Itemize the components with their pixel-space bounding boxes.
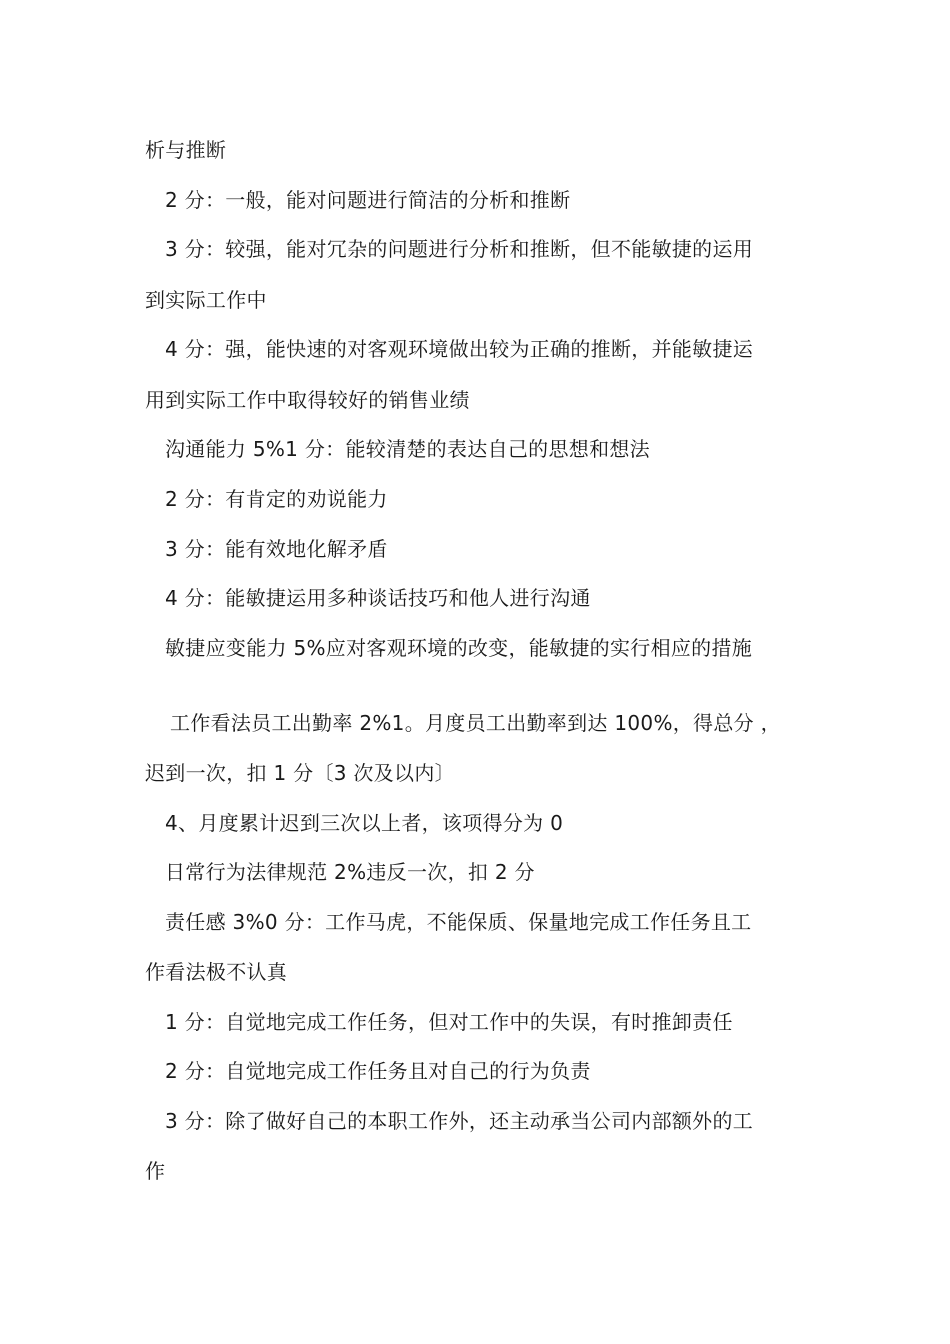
- text-line: 用到实际工作中取得较好的销售业绩: [145, 388, 470, 412]
- text-line: 3 分：除了做好自己的本职工作外，还主动承当公司内部额外的工: [165, 1109, 754, 1133]
- text-line: 日常行为法律规范 2%违反一次，扣 2 分: [165, 860, 535, 884]
- text-line: 工作看法员工出勤率 2%1。月度员工出勤率到达 100%，得总分 ，: [170, 711, 781, 735]
- text-line: 作看法极不认真: [145, 960, 288, 984]
- text-line: 2 分：自觉地完成工作任务且对自己的行为负责: [165, 1059, 591, 1083]
- text-line: 到实际工作中: [145, 288, 267, 312]
- text-line: 迟到一次，扣 1 分〔3 次及以内〕: [145, 761, 455, 785]
- text-line: 4 分：强，能快速的对客观环境做出较为正确的推断，并能敏捷运: [165, 337, 754, 361]
- text-line: 析与推断: [145, 138, 227, 162]
- text-line: 敏捷应变能力 5%应对客观环境的改变，能敏捷的实行相应的措施: [165, 636, 753, 660]
- text-line: 沟通能力 5%1 分：能较清楚的表达自己的思想和想法: [165, 437, 650, 461]
- text-line: 2 分：有肯定的劝说能力: [165, 487, 388, 511]
- text-line: 2 分：一般，能对问题进行简洁的分析和推断: [165, 188, 571, 212]
- text-line: 1 分：自觉地完成工作任务，但对工作中的失误，有时推卸责任: [165, 1010, 733, 1034]
- text-line: 3 分：较强，能对冗杂的问题进行分析和推断，但不能敏捷的运用: [165, 237, 754, 261]
- text-line: 4 分：能敏捷运用多种谈话技巧和他人进行沟通: [165, 586, 591, 610]
- text-line: 3 分：能有效地化解矛盾: [165, 537, 388, 561]
- text-line: 4、月度累计迟到三次以上者，该项得分为 0: [165, 811, 564, 835]
- text-line: 责任感 3%0 分：工作马虎，不能保质、保量地完成工作任务且工: [165, 910, 752, 934]
- text-line: 作: [145, 1159, 166, 1183]
